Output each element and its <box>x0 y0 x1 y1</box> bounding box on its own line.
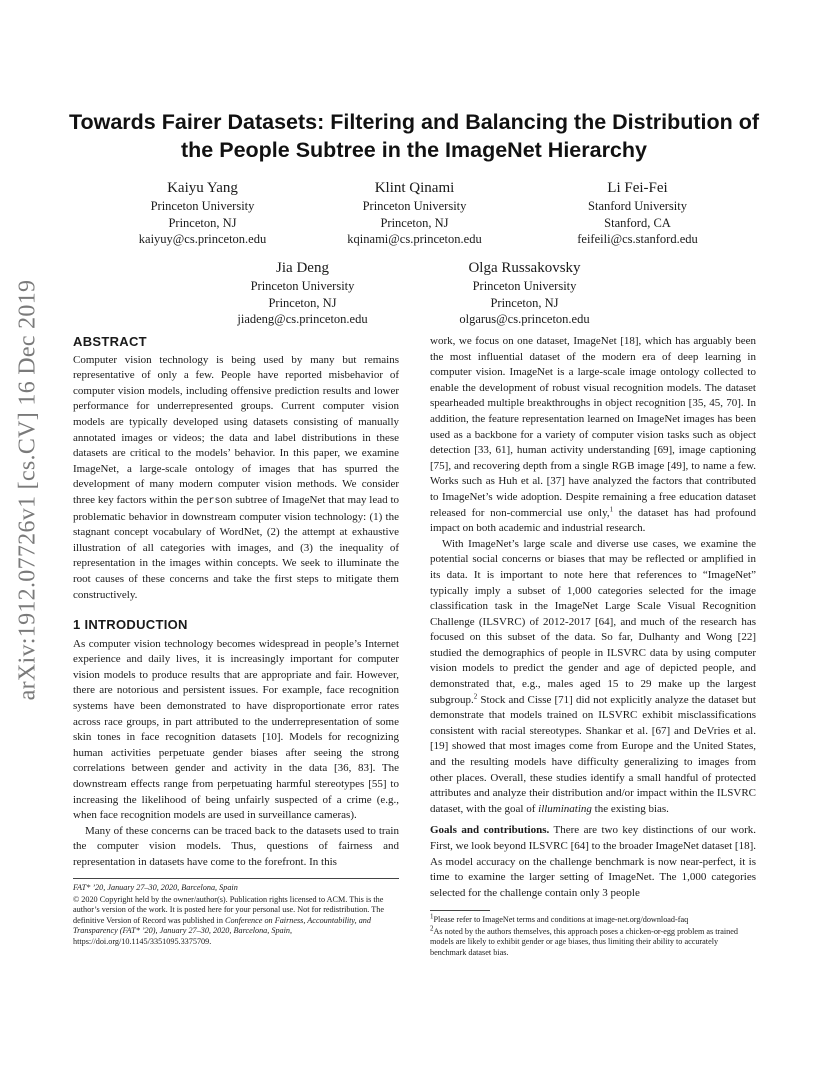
footnote-rule <box>73 878 399 879</box>
author-name: Li Fei-Fei <box>607 180 668 196</box>
author-block <box>312 178 517 248</box>
author-email[interactable]: olgarus@cs.princeton.edu <box>459 312 590 326</box>
intro-paragraph: As computer vision technology becomes widespread in people’s Internet experience and daily lives, it is increasingly important for computer vision models to produce results that are appropriate and fair. However, there are notorious and persistent issues. For example, face recognition systems have been demonstrated to have disproportionate error rates across race groups, in part attributed to the underrepresentation of some skin tones in face recognition datasets [10]. Models for recognizing human activities perpetuate gender biases after seeing the strong correlations between gender and activity in the data [36, 83]. The downstream effects range from perpetuating harmful stereotypes [55] to increasing the likelihood of being unfairly suspected of a crime (e.g., when face recognition models are used in surveillance cameras). <box>73 637 399 822</box>
author-email[interactable]: jiadeng@cs.princeton.edu <box>237 312 368 326</box>
author-location: Princeton, NJ <box>268 295 337 310</box>
body-paragraph: work, we focus on one dataset, ImageNet [18], which has arguably been the most influential dataset of the modern era of deep learning in computer vision. ImageNet is a large-scale image ontology collected to enable the development of robust visual recognition models. The dataset spearheaded multiple breakthroughs in object recognition [35, 45, 70]. In addition, the feature representation learned on ImageNet images has been used as a backbone for a variety of computer vision tasks such as object detection [33, 61], human activity understanding [69], image captioning [75], and recovering depth from a single RGB image [49], to name a few. Works such as Huh et al. [37] have analyzed the factors that contributed to ImageNet’s wide adoption. Despite remaining a free education dataset released for non-commercial use only,$^1$ the dataset has had profound impact on both academic and industrial research. <box>430 335 756 535</box>
arxiv-id[interactable]: arXiv:1912.07726v1 [cs.CV] 16 Dec 2019 <box>14 279 41 701</box>
author-block <box>422 258 627 328</box>
paper-title: Towards Fairer Datasets: Filtering and Balancing the Distribution of the People Subtree in the ImageNet Hierarchy <box>68 110 760 162</box>
right-column <box>430 334 756 901</box>
author-location: Princeton, NJ <box>168 215 237 230</box>
right-footnotes <box>430 910 756 959</box>
author-email[interactable]: kqinami@cs.princeton.edu <box>347 232 482 246</box>
author-block <box>100 178 305 248</box>
abstract-heading: ABSTRACT <box>73 334 147 349</box>
intro-heading: 1 INTRODUCTION <box>73 617 188 633</box>
person-code: person <box>196 495 233 507</box>
author-affiliation: Stanford University <box>588 199 687 213</box>
author-block <box>200 258 405 328</box>
author-affiliation: Princeton University <box>472 279 577 293</box>
author-name: Kaiyu Yang <box>167 180 238 196</box>
footnote-rule <box>430 910 490 911</box>
abstract-text: Computer vision technology is being used by many but remains representative of only a few. People have reported misbehavior of computer vision models, including offensive prediction results and lower performance for underrepresented groups. Current computer vision models are typically developed using datasets consisting of manually annotated images or videos; the data and label distributions in these datasets are critical to the models’ behavior. In this paper, we examine ImageNet, a large-scale ontology of images that has spurred the development of many modern computer vision methods. We consider three key factors within the person subtree of ImageNet that may lead to problematic behavior in downstream computer vision technology: (1) the stagnant concept vocabulary of WordNet, (2) the attempt at exhaustive illustration of all categories with images, and (3) the inequality of representation in the images within concepts. We seek to illuminate the root causes of these concerns and take the first steps to mitigate them constructively. <box>73 353 400 601</box>
copyright-footnote <box>73 878 399 949</box>
body-paragraph: With ImageNet’s large scale and diverse use cases, we examine the potential social concerns or biases that may be reflected or amplified in its data. It is important to note here that references to “ImageNet” typically imply a subset of 1,000 categories selected for the image classification task in the ImageNet Large Scale Visual Recognition Challenge (ILSVRC) of 2012-2017 [64], and much of the research has focused on this subset of the data. So far, Dulhanty and Wong [22] studied the demographics of people in ILSVRC data by using computer vision models to predict the gender and age of depicted people, and demonstrated that, e.g., males aged 15 to 29 make up the largest subgroup.$^2$ Stock and Cisse [71] did not explicitly analyze the dataset but demonstrate that models trained on ILSVRC exhibit misclassifications consistent with racial stereotypes. Shankar et al. [67] and DeVries et al. [19] showed that most images come from Europe and the United States, and the resulting models have difficulty generalizing to images from other places. Overall, these studies identify a small handful of protected attributes and analyze their distribution and/or impact within the ILSVRC dataset, with the goal of illuminating the existing bias. <box>430 537 756 815</box>
footnote: $^2$As noted by the authors themselves, this approach poses a chicken-or-egg problem as trained models are likely to exhibit gender or age biases, thus limiting their ability to accurately benchmark dataset bias. <box>430 923 739 957</box>
author-affiliation: Princeton University <box>250 279 355 293</box>
author-location: Stanford, CA <box>604 215 671 230</box>
author-name: Olga Russakovsky <box>468 260 581 276</box>
author-affiliation: Princeton University <box>150 199 255 213</box>
author-name: Klint Qinami <box>374 180 455 196</box>
intro-paragraph: Many of these concerns can be traced back to the datasets used to train the computer vision models. Thus, questions of fairness and representation in datasets have come to the forefront. In this <box>73 824 399 868</box>
arxiv-watermark <box>8 280 48 700</box>
conference-line: FAT* ’20, January 27–30, 2020, Barcelona, Spain <box>73 883 238 892</box>
author-location: Princeton, NJ <box>490 295 559 310</box>
author-affiliation: Princeton University <box>362 199 467 213</box>
goals-paragraph: Goals and contributions. There are two key distinctions of our work. First, we look beyond ILSVRC [64] to the broader ImageNet dataset [18]. As model accuracy on the challenge benchmark is now near-perfect, it is time to examine the larger setting of ImageNet. The 1,000 categories selected for the challenge contain only 3 people <box>430 824 756 899</box>
author-email[interactable]: feifeili@cs.stanford.edu <box>577 232 698 246</box>
left-column <box>73 334 399 871</box>
copyright-text: © 2020 Copyright held by the owner/author(s). Publication rights licensed to ACM. This is the author’s version of the work. It is posted here for your personal use. Not for redistribution. The definitive Version of Record was published in Conference on Fairness, Accountability, and Transparency (FAT* ’20), January 27–30, 2020, Barcelona, Spain, https://doi.org/10.1145/3351095.3375709. <box>73 894 384 946</box>
author-location: Princeton, NJ <box>380 215 449 230</box>
author-block <box>535 178 740 248</box>
author-name: Jia Deng <box>276 260 329 276</box>
author-email[interactable]: kaiyuy@cs.princeton.edu <box>138 232 267 246</box>
footnote: $^1$Please refer to ImageNet terms and conditions at image-net.org/download-faq <box>430 912 689 924</box>
